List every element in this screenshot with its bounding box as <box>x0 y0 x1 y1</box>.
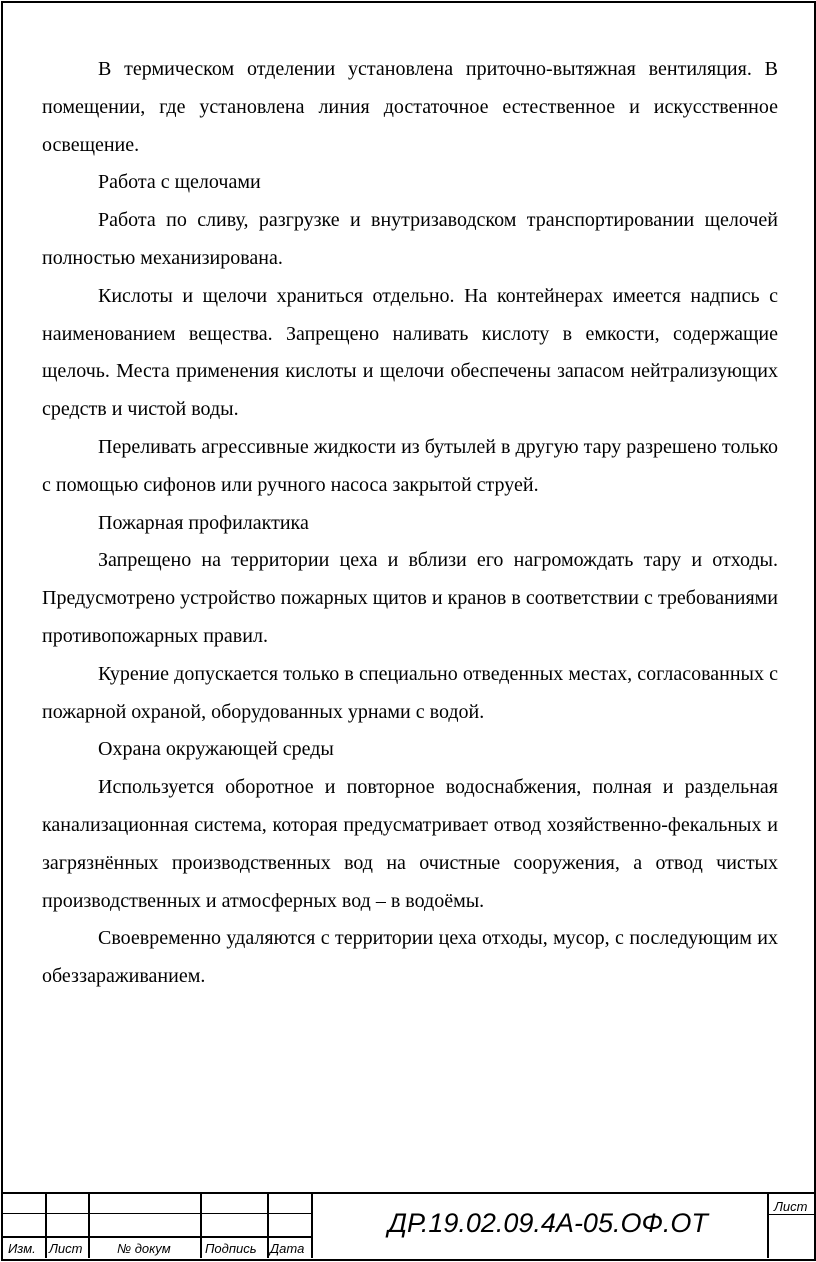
paragraph-smoking: Курение допускается только в специально отведенных местах, согласованных с пожарной охраной, оборудованных урнами с водой. <box>42 662 778 723</box>
stamp-col-line-5 <box>311 1192 313 1258</box>
stamp-label-doc-no: № докум <box>117 1241 171 1256</box>
stamp-row-line-2 <box>1 1236 312 1238</box>
document-body <box>42 51 778 996</box>
stamp-col-line-3 <box>200 1192 202 1258</box>
stamp-col-line-2 <box>88 1192 90 1258</box>
paragraph-waste-removal: Своевременно удаляются с территории цеха отходы, мусор, с последующим их обеззараживанием. <box>42 927 778 988</box>
section-heading-fire: Пожарная профилактика <box>98 511 309 534</box>
stamp-col-line-1 <box>45 1192 47 1258</box>
paragraph-alkali-handling: Работа по сливу, разгрузке и внутризаводском транспортировании щелочей полностью механизирована. <box>42 209 778 269</box>
stamp-label-date: Дата <box>270 1241 305 1256</box>
paragraph-acid-storage: Кислоты и щелочи храниться отдельно. На контейнерах имеется надпись с наименованием вещества. Запрещено наливать кислоту в емкости, содержащие щелочь. Места применения кислоты и щелочи обеспечены запасом нейтрализующих средств и чистой воды. <box>42 284 778 421</box>
stamp-label-list: Лист <box>49 1241 83 1256</box>
stamp-label-izm: Изм. <box>8 1241 36 1256</box>
stamp-row-line-1 <box>1 1213 312 1214</box>
stamp-col-line-4 <box>267 1192 269 1258</box>
stamp-label-signature: Подпись <box>205 1241 257 1256</box>
paragraph-fire-prevention: Запрещено на территории цеха и вблизи его нагромождать тару и отходы. Предусмотрено устройство пожарных щитов и кранов в соответствии с требованиями противопожарных правил. <box>42 549 778 647</box>
section-heading-environment: Охрана окружающей среды <box>98 738 334 761</box>
document-code: ДР.19.02.09.4А-05.ОФ.ОТ <box>388 1208 708 1238</box>
stamp-top-line <box>1 1192 814 1194</box>
sheet-box-line <box>768 1214 814 1215</box>
stamp-col-line-6 <box>767 1192 769 1258</box>
section-heading-alkali: Работа с щелочами <box>98 171 261 194</box>
paragraph-liquid-transfer: Переливать агрессивные жидкости из бутылей в другую тару разрешено только с помощью сифонов или ручного насоса закрытой струей. <box>42 435 778 496</box>
paragraph-ventilation: В термическом отделении установлена приточно-вытяжная вентиляция. В помещении, где установлена линия достаточное естественное и искусственное освещение. <box>42 58 778 156</box>
sheet-label: Лист <box>774 1199 808 1214</box>
paragraph-water-supply: Используется оборотное и повторное водоснабжения, полная и раздельная канализационная система, которая предусматривает отвод хозяйственно-фекальных и загрязнённых производственных вод на очистные сооружения, а отвод чистых производственных и атмосферных вод – в водоёмы. <box>42 776 778 912</box>
